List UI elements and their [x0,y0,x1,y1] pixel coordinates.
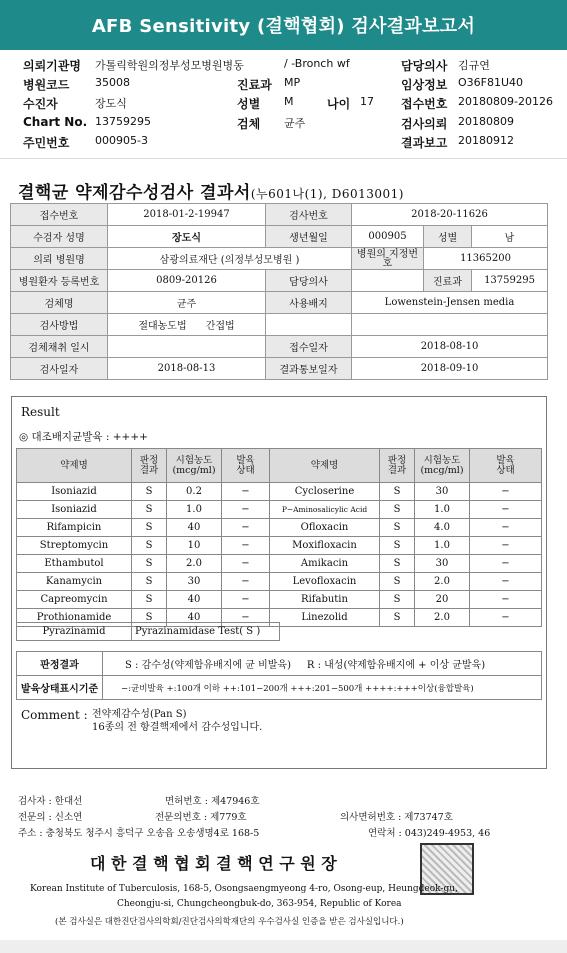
report-heading [18,178,404,203]
drug-drug: Levofloxacin [270,573,380,591]
table-header-row [17,449,542,483]
drug-drug: Rifabutin [270,591,380,609]
method-2: 간접법 [205,321,235,332]
divider [0,158,567,159]
header-key: 병원코드 [23,78,70,92]
drug-growth: − [470,537,542,555]
table-row [17,591,542,609]
drug-judge: S [132,591,167,609]
info-label: 진료과 [424,270,472,292]
header-value: 김규연 [458,59,490,72]
drug-judge: S [380,519,415,537]
header-key: 접수번호 [401,97,448,111]
table-row [11,248,548,270]
drug-judge: S [132,501,167,519]
drug-drug: Isoniazid [17,483,132,501]
drug-conc: 30 [415,483,470,501]
info-value: Lowenstein-Jensen media [352,292,548,314]
header-value: M [284,95,294,108]
judg-text [103,652,542,676]
info-value [352,314,548,336]
drug-judge: S [380,501,415,519]
info-value: 11365200 [424,248,548,270]
control-growth-value: ++++ [112,431,148,443]
table-row [17,555,542,573]
drug-conc: 40 [167,591,222,609]
org-name: 대 한 결 핵 협 회 결 핵 연 구 원 장 [90,854,337,873]
info-value: 장도식 [108,226,266,248]
drug-growth: − [222,555,270,573]
org-address-line: Korean Institute of Tuberculosis, 168-5, Osongsaengmyeong 4-ro, Osong-eup, Heungdeok-gu, [30,884,458,894]
drug-judge: S [132,609,167,627]
header-value: 20180809-20126 [458,95,553,108]
info-label: 검사일자 [11,358,108,380]
header-value: 000905-3 [95,134,148,147]
info-label: 병원환자 등록번호 [11,270,108,292]
header-value: 장도식 [95,97,127,110]
drug-drug: Linezolid [270,609,380,627]
table-row [17,483,542,501]
header-value: 13759295 [95,115,151,128]
header-value: 20180809 [458,115,514,128]
header-value: / -Bronch wf [284,57,350,70]
drug-drug: Cycloserine [270,483,380,501]
info-value [266,314,352,336]
info-label: 생년월일 [266,226,352,248]
header-key: Chart No. [23,115,88,129]
drug-result-table [16,448,542,627]
drug-drug: Prothionamide [17,609,132,627]
drug-conc: 40 [167,519,222,537]
drug-conc: 1.0 [167,501,222,519]
drug-growth: − [222,591,270,609]
info-label: 검체채취 일시 [11,336,108,358]
drug-judge: S [132,573,167,591]
drug-judge: S [380,483,415,501]
accreditation-note: (본 검사실은 대한진단검사의학회/진단검사의학재단의 우수검사실 인증을 받은 검사실입니다.) [55,917,404,927]
table-row [11,336,548,358]
drug-conc: 2.0 [167,555,222,573]
drug-growth: − [222,537,270,555]
report-title-bar [0,0,567,50]
drug-growth: − [470,519,542,537]
comment-label: Comment : [21,708,88,722]
drug-growth: − [470,609,542,627]
info-label: 담당의사 [266,270,352,292]
info-value: 남 [472,226,548,248]
header-value: 35008 [95,76,130,89]
address: 주소 : 충청북도 청주시 흥덕구 오송읍 오송생명4로 168-5 [18,828,260,839]
report-code: (누601나(1), D6013001) [250,187,404,201]
drug-judge: S [380,573,415,591]
column-header: 시험농도 (mcg/ml) [415,449,470,483]
header-key: 수진자 [23,97,58,111]
table-row [17,537,542,555]
drug-conc: 1.0 [415,501,470,519]
column-header: 판정 결과 [132,449,167,483]
header-key: 나이 [327,97,351,111]
header-key: 의뢰기관명 [23,59,81,73]
drug-judge: S [132,519,167,537]
info-label: 사용배지 [266,292,352,314]
header-key: 결과보고 [401,136,448,150]
drug-growth: − [222,573,270,591]
doctor-license-no: 의사면허번호 : 제73747호 [340,812,453,823]
drug-conc: 1.0 [415,537,470,555]
info-value: 2018-08-13 [108,358,266,380]
drug-conc: 40 [167,609,222,627]
drug-drug: Moxifloxacin [270,537,380,555]
org-address-line: Cheongju-si, Chungcheongbuk-do, 363-954, Republic of Korea [117,899,402,909]
table-row [17,676,542,700]
pza-test: Pyrazinamidase Test( S ) [132,623,280,641]
judg-text-r: R : 내성(약제함유배지에 + 이상 균발육) [306,660,486,671]
info-value [108,336,266,358]
info-label: 검사번호 [266,204,352,226]
drug-growth: − [222,609,270,627]
table-row [11,270,548,292]
header-key: 주민번호 [23,136,70,150]
column-header: 시험농도 (mcg/ml) [167,449,222,483]
table-row [11,226,548,248]
contact: 연락처 : 043)249-4953, 46 [368,828,491,839]
drug-drug: Streptomycin [17,537,132,555]
drug-judge: S [132,483,167,501]
drug-conc: 10 [167,537,222,555]
drug-growth: − [470,501,542,519]
drug-drug: Isoniazid [17,501,132,519]
control-growth-label: ◎ 대조배지균발육 : [19,431,110,443]
comment-line: 전약제감수성(Pan S) [92,709,187,720]
info-label: 수검자 성명 [11,226,108,248]
specialist: 전문의 : 신소연 [18,812,83,823]
drug-judge: S [380,537,415,555]
info-value [108,314,266,336]
header-key: 검체 [237,117,261,131]
column-header: 약제명 [17,449,132,483]
column-header: 약제명 [270,449,380,483]
bottom-bar [0,940,567,953]
drug-growth: − [470,573,542,591]
header-key: 성별 [237,97,261,111]
growth-std-label: 발육상태표시기준 [17,676,103,700]
drug-conc: 2.0 [415,573,470,591]
drug-conc: 2.0 [415,609,470,627]
info-value: 균주 [108,292,266,314]
method-1: 절대농도법 [138,321,187,332]
info-value: 삼광의료재단 (의정부성모병원 ) [108,248,352,270]
header-value: 17 [360,95,374,108]
drug-judge: S [380,555,415,573]
control-growth [19,429,148,444]
info-label: 접수일자 [266,336,352,358]
info-label: 검사방법 [11,314,108,336]
drug-conc: 30 [167,573,222,591]
drug-judge: S [380,591,415,609]
license-no: 면허번호 : 제47946호 [165,796,260,807]
info-value: 2018-01-2-19947 [108,204,266,226]
drug-conc: 0.2 [167,483,222,501]
table-row [11,292,548,314]
criteria-table [16,651,542,700]
drug-growth: − [222,501,270,519]
drug-drug: Capreomycin [17,591,132,609]
report-title: AFB Sensitivity (결핵협회) 검사결과보고서 [91,16,476,37]
drug-conc: 4.0 [415,519,470,537]
header-key: 검사의뢰 [401,117,448,131]
table-row [11,204,548,226]
info-value: 000905 [352,226,424,248]
report-heading-text: 결핵균 약제감수성검사 결과서 [18,183,251,203]
table-row [17,652,542,676]
table-row [17,519,542,537]
drug-judge: S [132,555,167,573]
specialist-no: 전문의번호 : 제779호 [155,812,247,823]
drug-growth: − [470,555,542,573]
header-key: 임상정보 [401,78,448,92]
drug-drug: Rifampicin [17,519,132,537]
info-value [352,270,424,292]
growth-std-text: −:균비발육 +:100개 이하 ++:101−200개 +++:201−500개 ++++:+++이상(융합발육) [103,676,542,700]
judg-label: 판정결과 [17,652,103,676]
info-label: 검체명 [11,292,108,314]
info-value: 0809-20126 [108,270,266,292]
header-value: 20180912 [458,134,514,147]
drug-growth: − [470,591,542,609]
column-header: 판정 결과 [380,449,415,483]
column-header: 발육 상태 [470,449,542,483]
table-row [17,501,542,519]
info-value: 2018-20-11626 [352,204,548,226]
drug-drug: Ofloxacin [270,519,380,537]
info-label: 결과통보일자 [266,358,352,380]
drug-growth: − [470,483,542,501]
judg-text-s: S : 감수성(약제함유배지에 균 비발육) [125,660,291,671]
drug-drug: Ethambutol [17,555,132,573]
drug-judge: S [380,609,415,627]
header-value: O36F81U40 [458,76,524,89]
info-label: 병원의 지정번호 [352,248,424,270]
header-value: MP [284,76,301,89]
column-header: 발육 상태 [222,449,270,483]
drug-growth: − [222,519,270,537]
result-label: Result [21,405,60,419]
drug-name: Pyrazinamid [17,623,132,641]
drug-conc: 30 [415,555,470,573]
drug-drug: P−Aminosalicylic Acid [270,501,380,519]
tester: 검사자 : 한대선 [18,796,83,807]
header-value: 균주 [284,117,306,130]
info-label: 접수번호 [11,204,108,226]
table-row [11,314,548,336]
table-row [17,573,542,591]
info-value: 2018-09-10 [352,358,548,380]
table-row [11,358,548,380]
info-label: 성별 [424,226,472,248]
info-label: 의뢰 병원명 [11,248,108,270]
drug-drug: Kanamycin [17,573,132,591]
drug-conc: 20 [415,591,470,609]
drug-drug: Amikacin [270,555,380,573]
pza-row-table [16,622,280,641]
header-key: 진료과 [237,78,272,92]
table-row [17,623,280,641]
comment-line: 16종의 전 항결핵제에서 감수성입니다. [92,722,263,733]
info-value: 13759295 [472,270,548,292]
header-key: 담당의사 [401,59,448,73]
header-value: 가톨릭학원의정부성모병원병동 [95,59,244,72]
info-value: 2018-08-10 [352,336,548,358]
drug-judge: S [132,537,167,555]
drug-growth: − [222,483,270,501]
patient-info-table [10,203,548,380]
